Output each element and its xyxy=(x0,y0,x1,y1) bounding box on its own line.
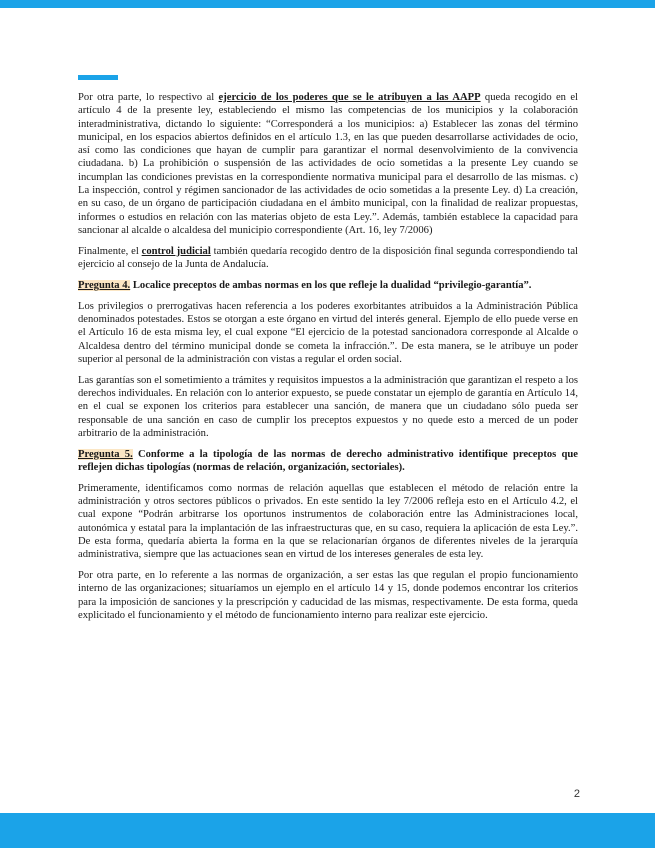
question-4 xyxy=(78,279,578,292)
paragraph-normas-organizacion: Por otra parte, en lo referente a las normas de organización, a ser estas las que regulan el propio funcionamiento interno de las organizaciones; situaríamos un ejemplo en el artículo 14 y 15, donde podemos encontrar los criterios para la imposición de sanciones y la prescripción y caducidad de las mismas, respectivamente. De esta forma, queda explicitado el funcionamiento y el método de funcionamiento interno para realizar este ejercicio. xyxy=(78,570,578,621)
p2-text-after: también quedaría recogido dentro de la disposición final segunda correspondiendo tal ejercicio al consejo de la Junta de Andalucía. xyxy=(78,245,578,271)
paragraph-privilegios: Los privilegios o prerrogativas hacen referencia a los poderes exorbitantes atribuidos a la Administración Pública denominados potestades. Estos se otorgan a este órgano en virtud del interés general. Ejemplo de ello puede verse en el Artículo 16 de esta misma ley, el cual expone “El ejercicio de la potestad sancionadora corresponde al Alcalde o Alcaldesa dentro del término municipal donde se cometa la infracción.”. De esta manera, se le atribuye un poder superior al personal de la administración con vistas a regular el orden social. xyxy=(78,300,578,365)
control-judicial-link[interactable]: control judicial xyxy=(141,245,211,257)
question-5-text: Conforme a la tipología de las normas de derecho administrativo identifique preceptos que reflejen dichas tipologías (normas de relación, organización, sectoriales). xyxy=(78,448,578,473)
p1-text-before: Por otra parte, lo respectivo al xyxy=(78,92,219,103)
document-body xyxy=(78,91,578,630)
question-4-text: Localice preceptos de ambas normas en los que refleje la dualidad “privilegio-garantía”. xyxy=(130,279,532,291)
paragraph-control-judicial xyxy=(78,245,578,272)
question-5 xyxy=(78,448,578,475)
paragraph-normas-relacion: Primeramente, identificamos como normas de relación aquellas que establecen el método de relación entre la administración y otros sectores públicos o privados. En este sentido la ley 7/2006 refleja esto en el Artículo 4.2, el cual expone “Podrán arbitrarse los oportunos instrumentos de colaboración entre las Administraciones local, autonómica y estatal para la implantación de las infraestructuras que, en su caso, requiera la aplicación de esta Ley.”. De esta forma, quedaría abierta la forma en la que se relacionarían órganos de diferentes niveles de la jerarquía administrativa, siempre que las actuaciones sean en virtud de los intereses generales de esta ley. xyxy=(78,482,578,561)
accent-dash xyxy=(78,75,118,80)
bottom-accent-bar xyxy=(0,813,655,848)
p1-text-after: queda recogido en el artículo 4 de la presente ley, estableciendo el mismo las competencias de los municipios y la colaboración interadministrativa, dictando lo siguiente: “Corresponderá a los municipios: a) Establecer las zonas del término municipal, en los espacios abiertos definidos en el artículo 1.3, en las que pueden desarrollarse actividades de ocio, así como las condiciones que hayan de cumplir para garantizar el normal desenvolvimiento de la convivencia ciudadana. b) La prohibición o suspensión de las actividades de ocio sometidas a la presente Ley cuando se incumplan las condiciones previstas en la correspondiente normativa municipal para el desarrollo de las mismas. c) La inspección, control y régimen sancionador de las actividades de ocio sometidas a la presente Ley. d) La creación, en su caso, de un órgano de participación ciudadana en el ámbito municipal, con la finalidad de realizar propuestas, informes o estudios en relación con las materias objeto de esta Ley.”. Además, también establece la capacidad para sancionar al alcalde o alcaldesa del municipio correspondiente (Art. 16, ley 7/2006) xyxy=(78,92,578,236)
top-accent-bar xyxy=(0,0,655,8)
question-4-label: Pregunta 4. xyxy=(78,279,131,291)
question-5-label: Pregunta 5. xyxy=(78,448,133,460)
p2-text-before: Finalmente, el xyxy=(78,245,142,257)
page-number: 2 xyxy=(573,788,580,800)
ejercicio-poderes-link[interactable]: ejercicio de los poderes que se le atribuyen a las AAPP xyxy=(218,92,481,103)
paragraph-ejercicio-poderes xyxy=(78,91,578,237)
paragraph-garantias: Las garantías son el sometimiento a trámites y requisitos impuestos a la administración que garantizan el respeto a los derechos individuales. En relación con lo anterior expuesto, se puede constatar un ejemplo de garantía en Artículo 14, en el cual se exponen los criterios para establecer una sanción, de manera que un ciudadano sólo pueda ser responsable de una sanción en caso de cumplir los preceptos expuestos y no quede esto a merced de un poder arbitrario de la administración. xyxy=(78,374,578,439)
